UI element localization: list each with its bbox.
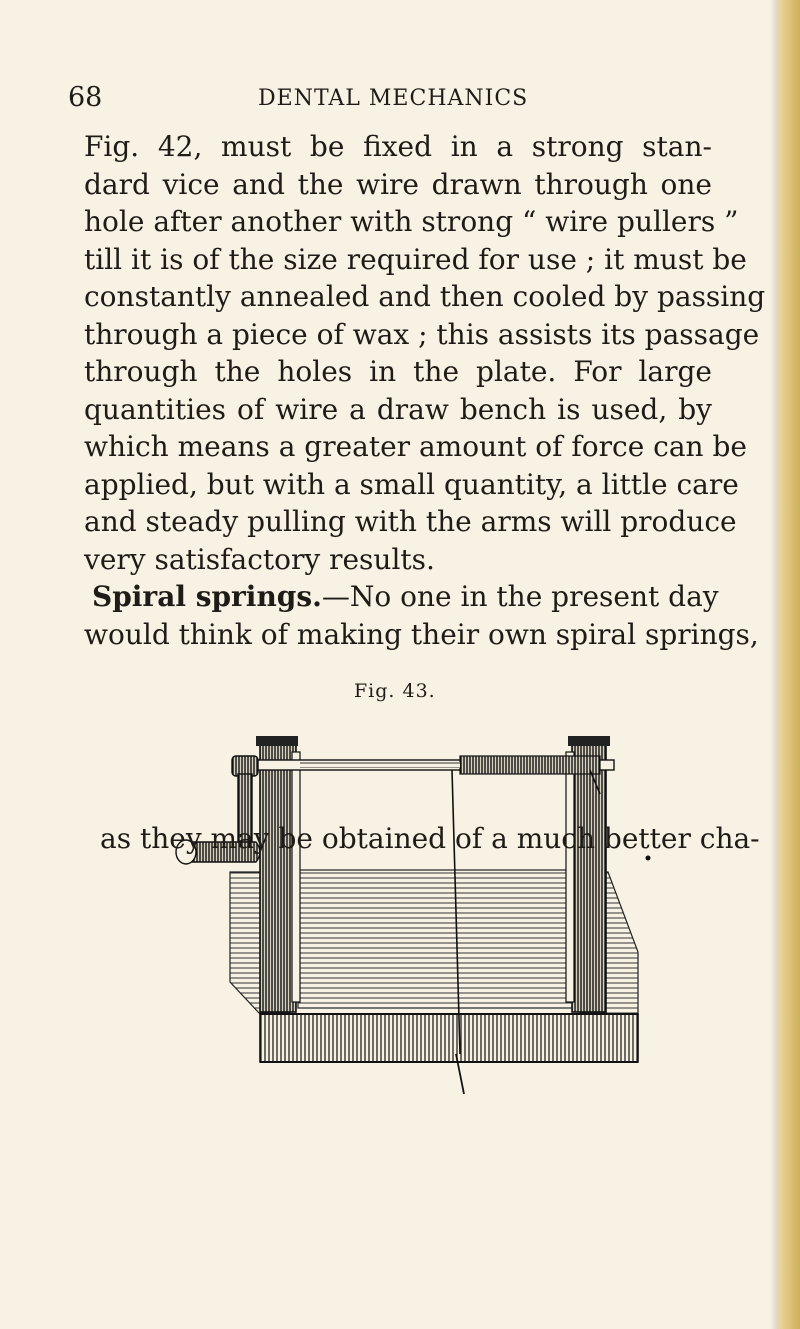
text-line: which means a greater amount of force can be [84, 430, 747, 463]
text-line: constantly annealed and then cooled by passing [84, 280, 766, 313]
closing-text-line: as they may be obtained of a much better cha- [100, 822, 760, 855]
text-line: would think of making their own spiral springs, [84, 617, 759, 651]
text-line: dard vice and the wire drawn through one [84, 167, 712, 201]
section-heading: Spiral springs. [92, 580, 322, 613]
ink-dot [646, 856, 651, 861]
running-head: DENTAL MECHANICS [258, 86, 529, 111]
left-upright [256, 736, 300, 1012]
page-gutter-shadow [770, 0, 778, 1329]
page-number: 68 [68, 82, 103, 113]
figure-illustration [160, 722, 660, 1102]
text-line: hole after another with strong “ wire pullers ” [84, 205, 739, 238]
text-line: applied, but with a small quantity, a little care [84, 467, 739, 501]
text-line: quantities of wire a draw bench is used, by [84, 392, 712, 426]
right-upright [566, 736, 610, 1012]
page-header [68, 82, 708, 122]
spiral-line [84, 578, 719, 616]
body-text [84, 128, 766, 653]
text-line: through a piece of wax ; this assists its passage [84, 317, 760, 351]
text-line: Fig. 42, must be fixed in a strong stan- [84, 130, 712, 163]
section-text: —No one in the present day [321, 580, 719, 613]
text-line: very satisfactory results. [84, 542, 435, 576]
spring-winder-illustration [160, 722, 660, 1102]
page-edge [778, 0, 800, 1329]
figure-caption: Fig. 43. [354, 680, 436, 702]
text-line: and steady pulling with the arms will produce [84, 505, 737, 538]
mandrel-rod [256, 756, 614, 774]
text-line: through the holes in the plate. For large [84, 355, 712, 388]
text-line: till it is of the size required for use ; it must be [84, 242, 747, 276]
